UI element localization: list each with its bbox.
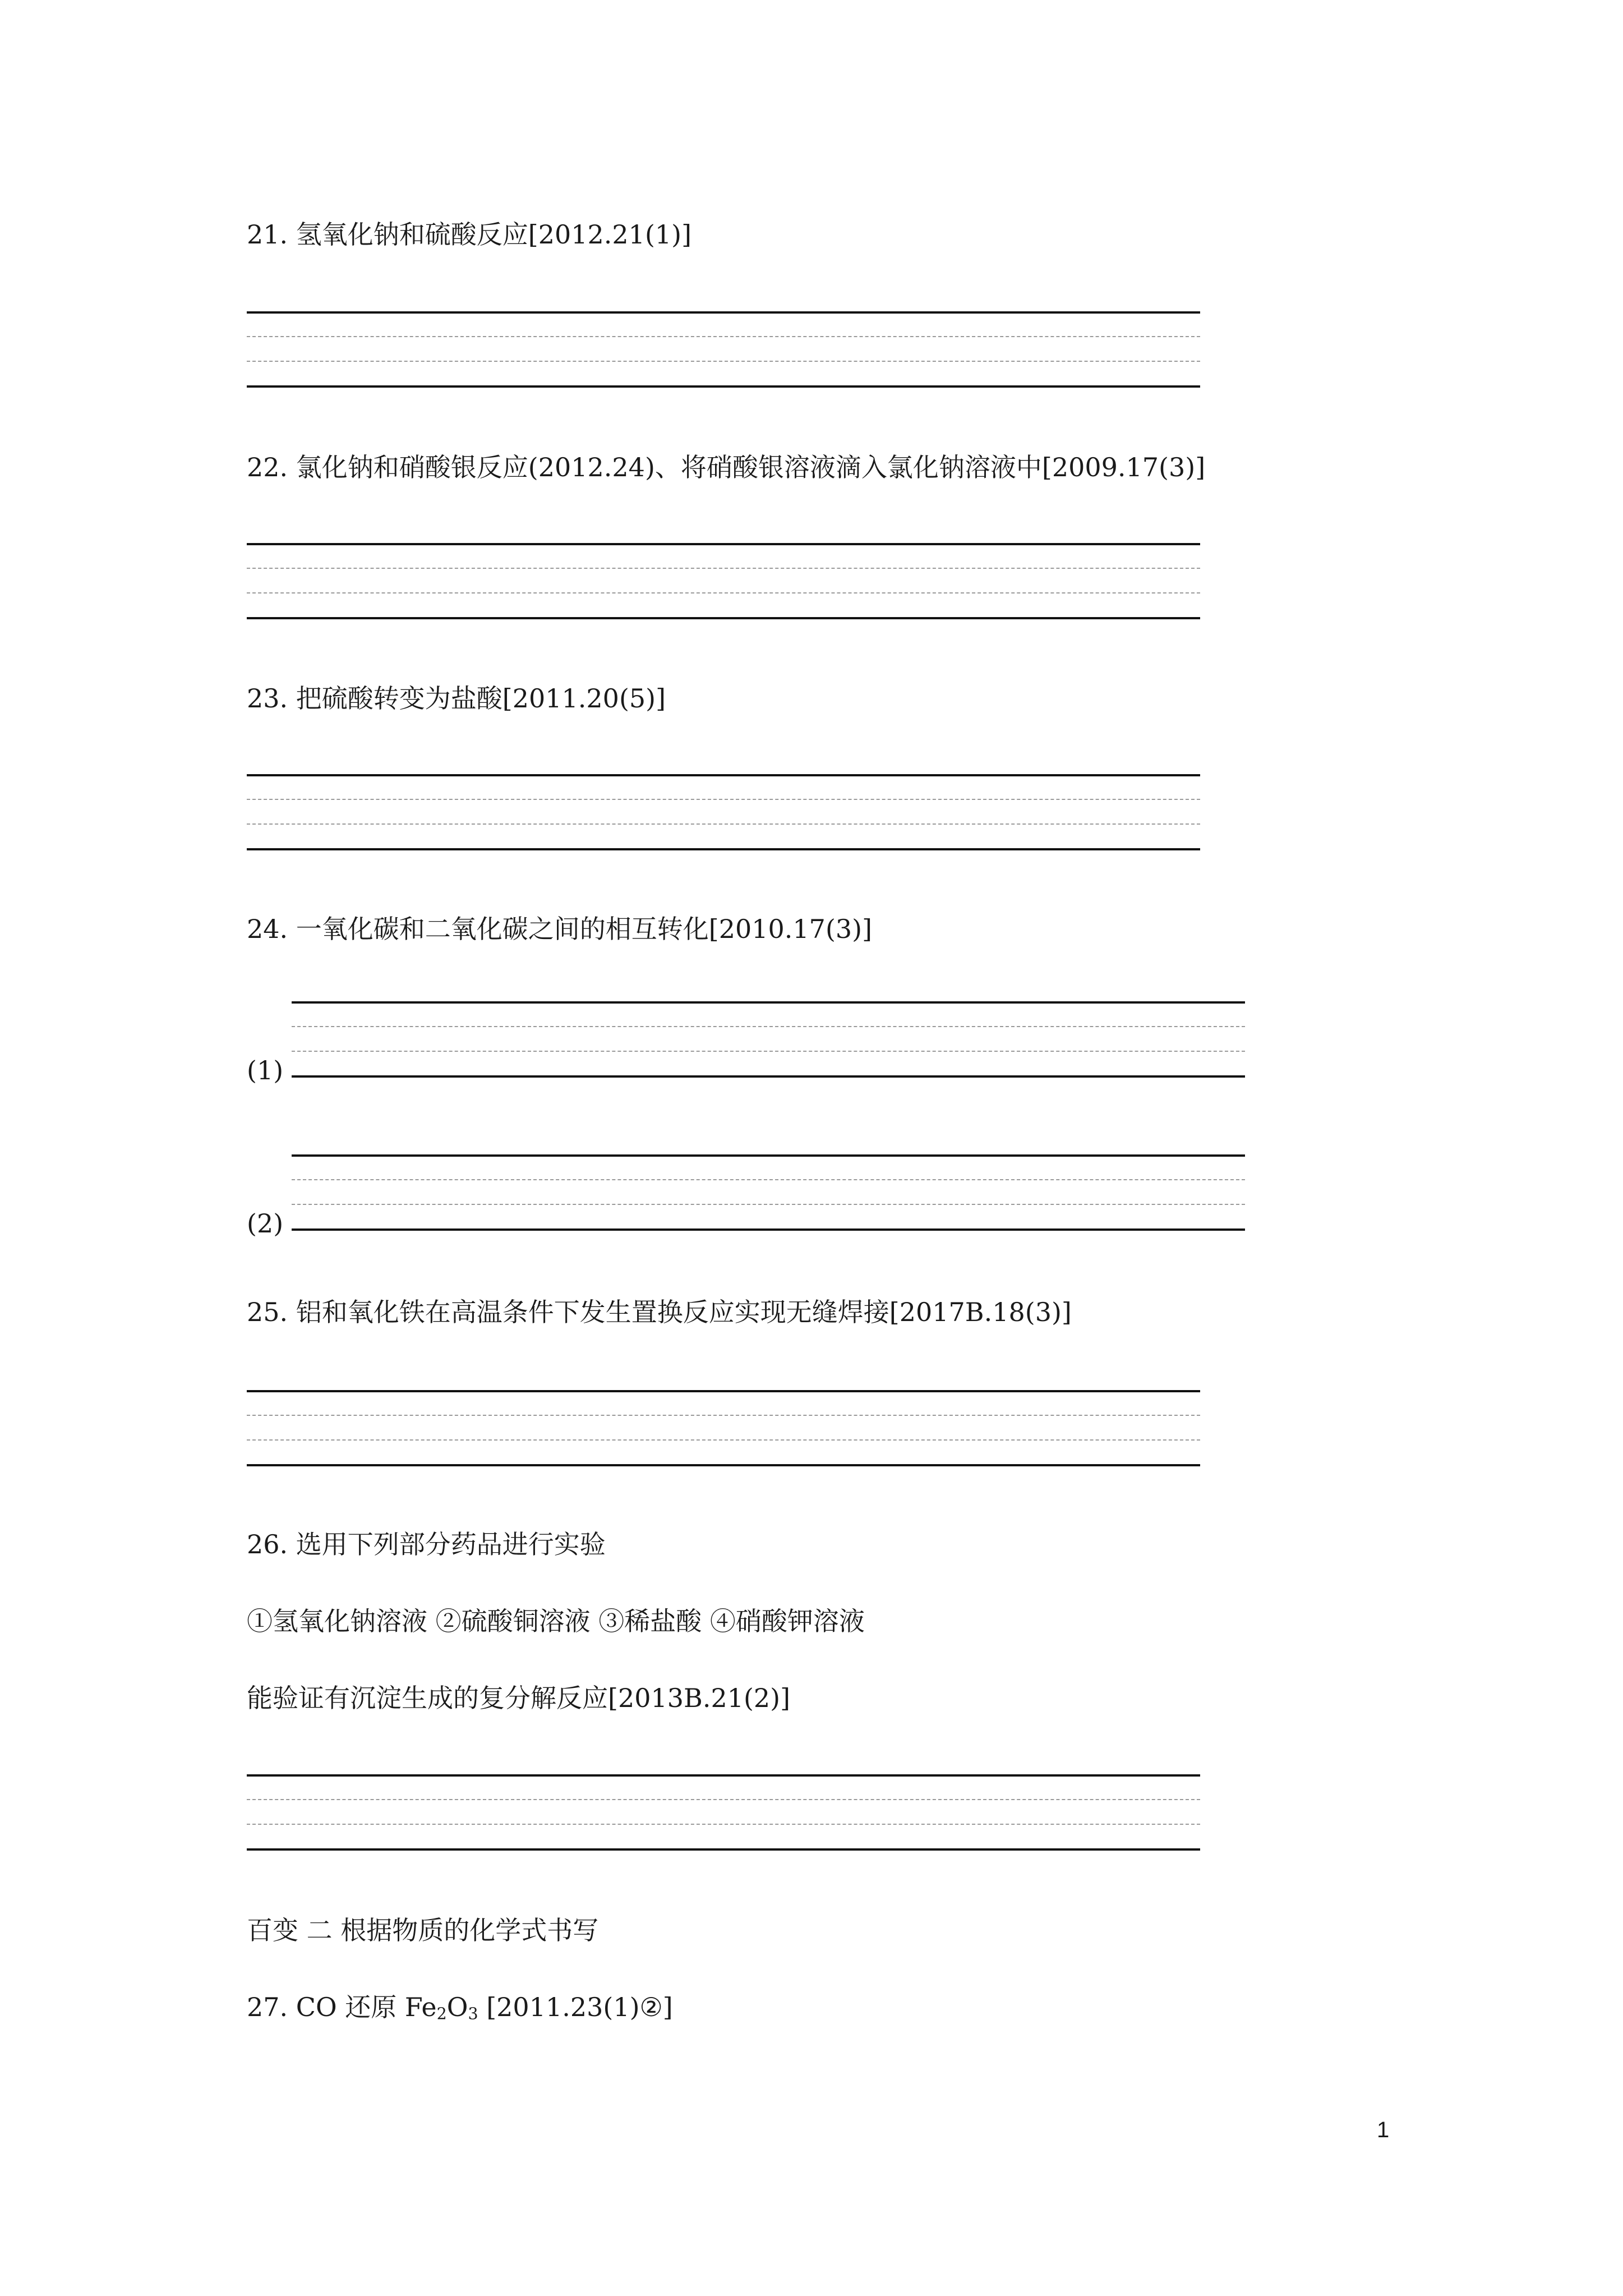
guide-line (247, 1415, 1200, 1416)
guide-line (292, 1051, 1245, 1052)
section-heading: 百变 二 根据物质的化学式书写 (247, 1915, 599, 1945)
guide-line (292, 1026, 1245, 1027)
guide-line (247, 592, 1200, 593)
answer-line (247, 848, 1200, 850)
part-label-1: (1) (247, 1055, 284, 1085)
guide-line (247, 1824, 1200, 1825)
answer-line (247, 1390, 1200, 1392)
subscript-2: 2 (436, 2004, 447, 2023)
answer-line (247, 311, 1200, 314)
question-26-task: 能验证有沉淀生成的复分解反应[2013B.21(2)] (247, 1683, 791, 1713)
answer-line (247, 617, 1200, 619)
answer-line (247, 385, 1200, 388)
guide-line (247, 1439, 1200, 1441)
guide-line (247, 336, 1200, 337)
answer-lines-23[interactable] (247, 774, 1200, 850)
answer-lines-21[interactable] (247, 311, 1200, 388)
answer-line (247, 774, 1200, 776)
subscript-3: 3 (468, 2004, 478, 2023)
question-24: 24. 一氧化碳和二氧化碳之间的相互转化[2010.17(3)] (247, 914, 873, 944)
answer-line (247, 1848, 1200, 1851)
part-label-2: (2) (247, 1208, 284, 1239)
answer-line (292, 1228, 1245, 1231)
question-22: 22. 氯化钠和硝酸银反应(2012.24)、将硝酸银溶液滴入氯化钠溶液中[2009.17(3)] (247, 452, 1206, 482)
question-26: 26. 选用下列部分药品进行实验 (247, 1529, 606, 1559)
guide-line (247, 568, 1200, 569)
answer-line (292, 1001, 1245, 1004)
guide-line (247, 823, 1200, 825)
question-23: 23. 把硫酸转变为盐酸[2011.20(5)] (247, 683, 666, 714)
answer-line (247, 1464, 1200, 1466)
question-21: 21. 氢氧化钠和硫酸反应[2012.21(1)] (247, 219, 692, 250)
question-25: 25. 铝和氧化铁在高温条件下发生置换反应实现无缝焊接[2017B.18(3)] (247, 1297, 1072, 1327)
oxygen-symbol: O (446, 1992, 468, 2022)
question-27 (247, 1994, 673, 2022)
answer-lines-25[interactable] (247, 1390, 1200, 1466)
guide-line (292, 1179, 1245, 1180)
guide-line (292, 1204, 1245, 1205)
answer-line (292, 1075, 1245, 1078)
answer-lines-24-1[interactable] (292, 1001, 1245, 1078)
answer-line (292, 1154, 1245, 1157)
guide-line (247, 799, 1200, 800)
answer-line (247, 543, 1200, 545)
guide-line (247, 361, 1200, 362)
question-27-suffix: [2011.23(1)②] (478, 1992, 673, 2022)
answer-lines-22[interactable] (247, 543, 1200, 619)
question-26-options: ①氢氧化钠溶液 ②硫酸铜溶液 ③稀盐酸 ④硝酸钾溶液 (247, 1606, 865, 1636)
answer-lines-26[interactable] (247, 1774, 1200, 1851)
page-number: 1 (1377, 2118, 1390, 2142)
guide-line (247, 1799, 1200, 1800)
answer-line (247, 1774, 1200, 1777)
question-27-prefix: 27. CO 还原 Fe (247, 1992, 437, 2022)
answer-lines-24-2[interactable] (292, 1154, 1245, 1231)
